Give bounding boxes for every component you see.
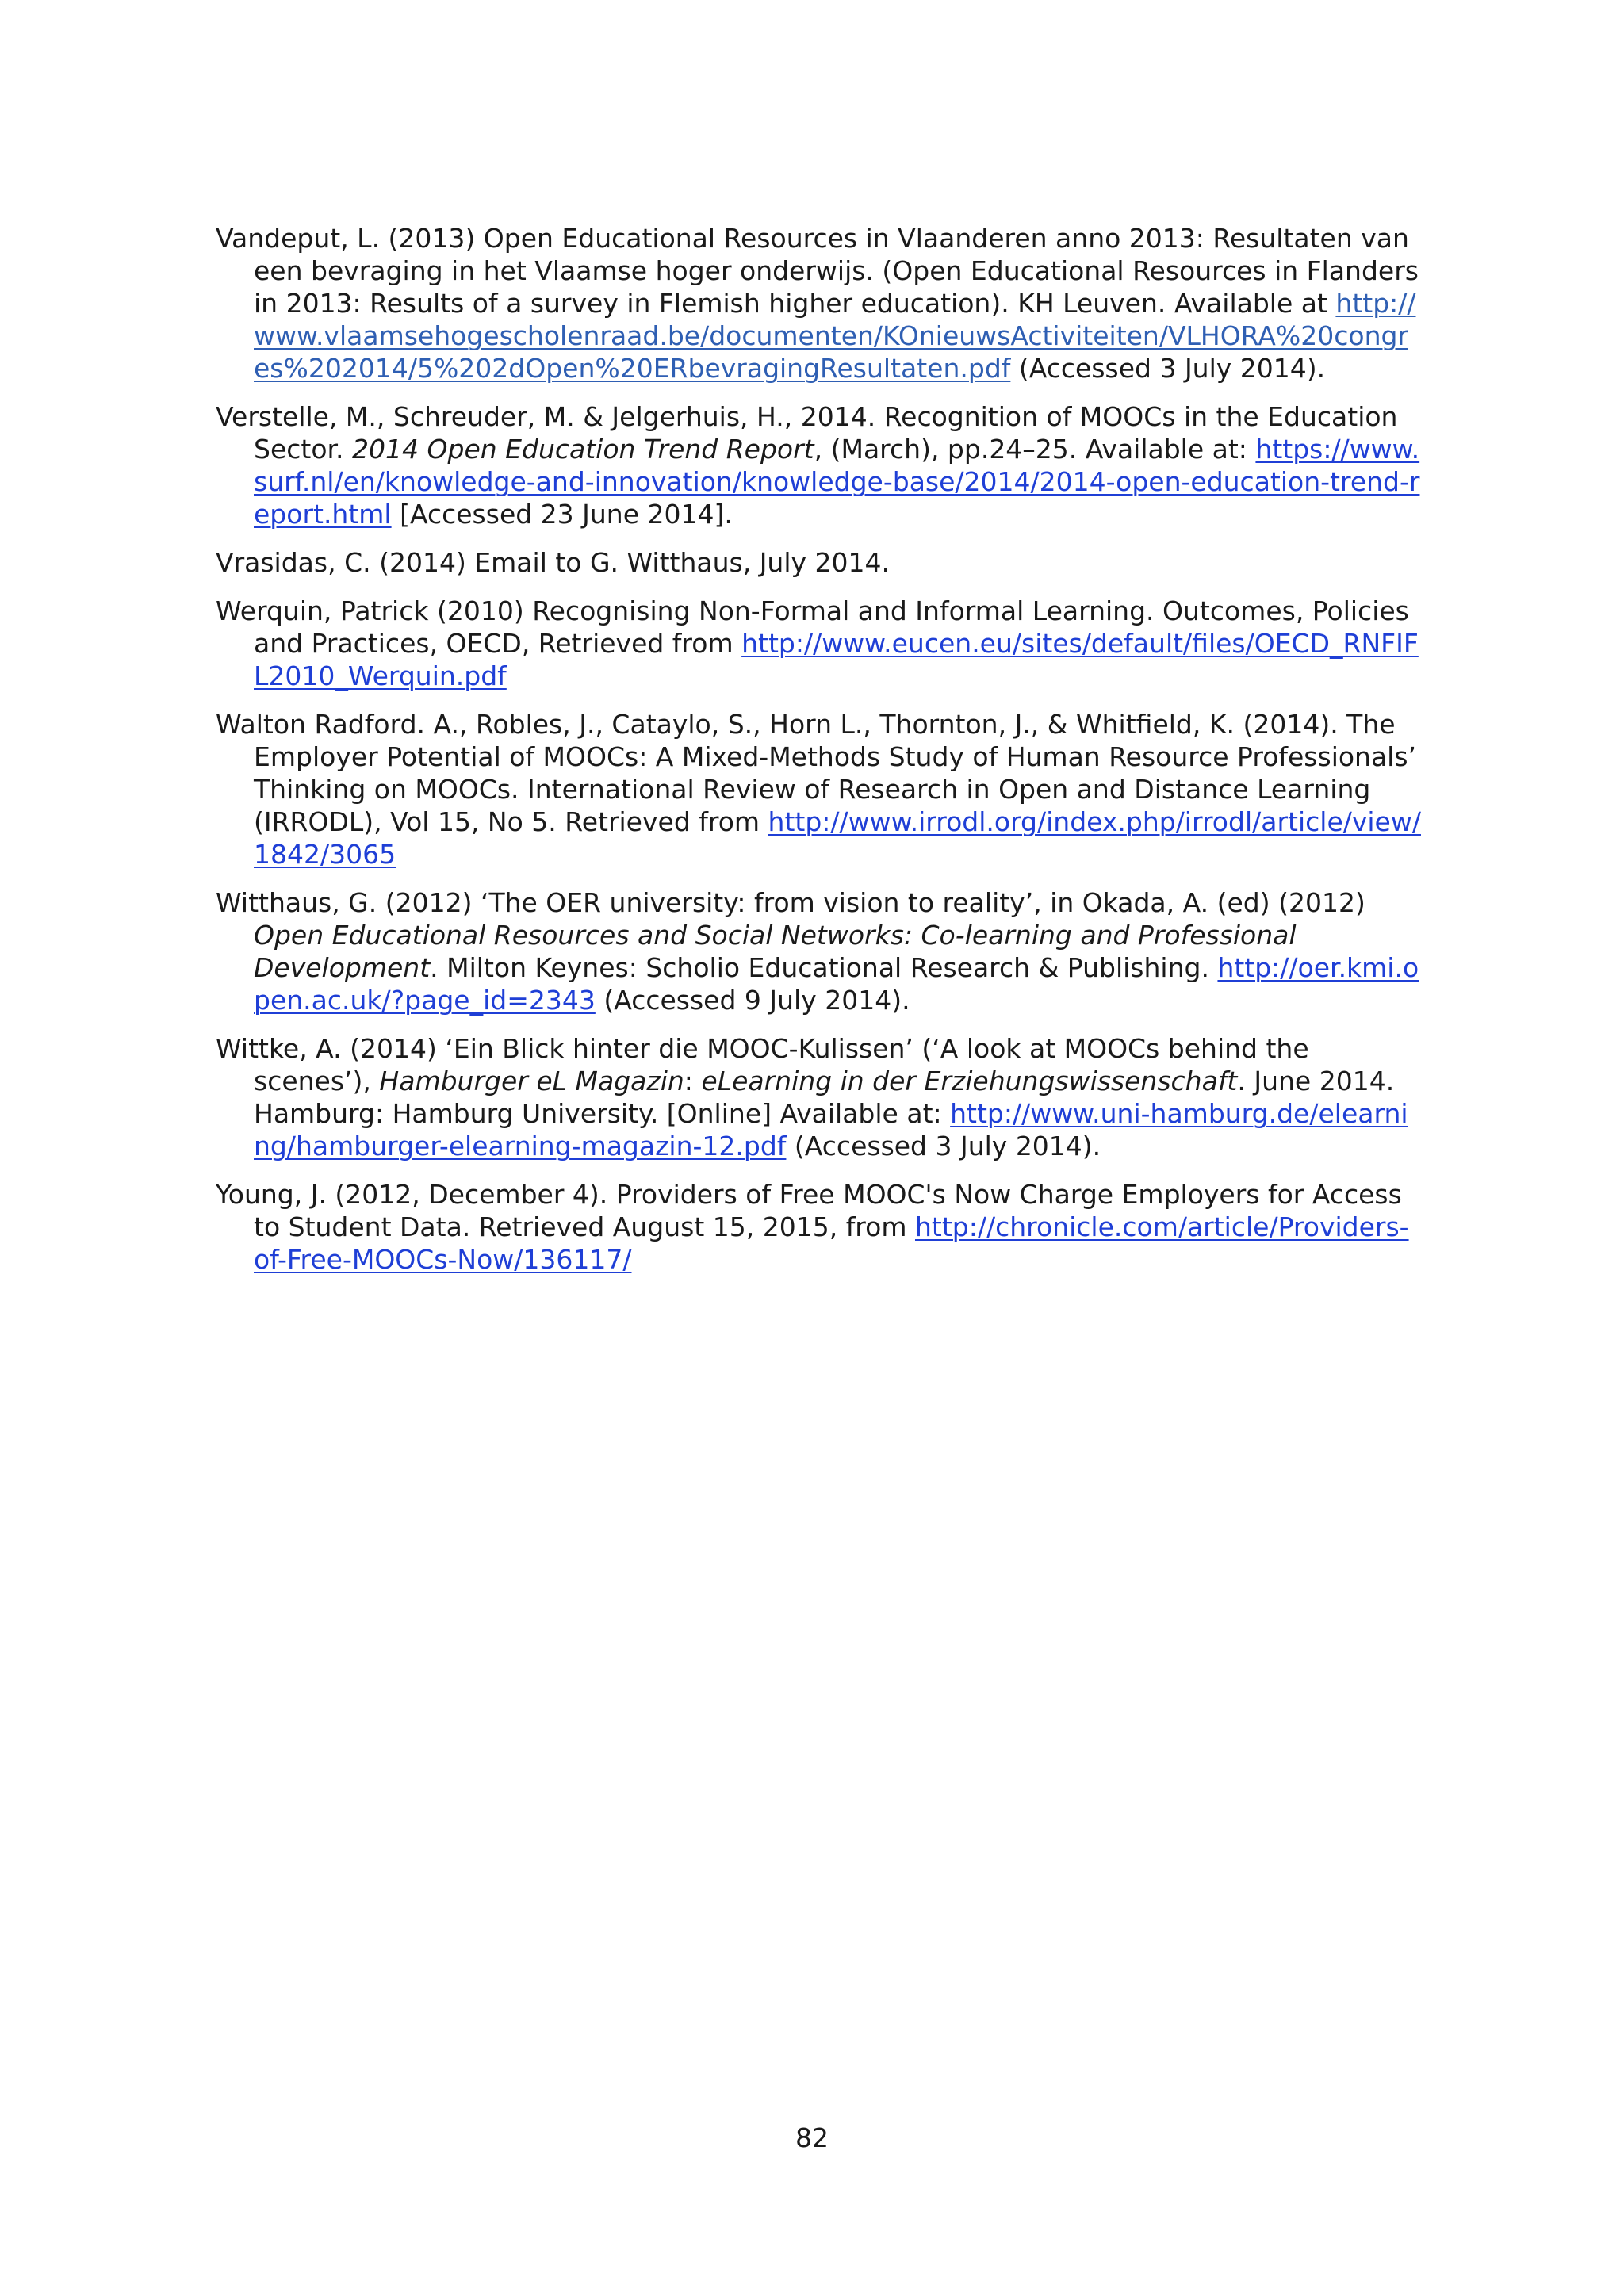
reference-text: : (684, 1066, 702, 1096)
reference-entry (216, 708, 1421, 871)
reference-text: (Accessed 3 July 2014). (1010, 353, 1326, 384)
reference-text: Wittke, A. (2014) ‘Ein Blick hinter die MOOC-Kulissen’ (‘A look at MOOCs behind the scenes’), (216, 1033, 1309, 1096)
reference-title-italic: 2014 Open Education Trend Report (352, 434, 814, 465)
reference-entry (216, 886, 1421, 1016)
reference-entry (216, 1178, 1421, 1276)
reference-list (216, 222, 1421, 1292)
reference-entry (216, 222, 1421, 385)
reference-link[interactable]: https://www.surf.nl/en/knowledge-and-innovation/knowledge-base/2014/2014-open-education-trend-report.html (254, 434, 1420, 530)
reference-text: Young, J. (2012, December 4). Providers of Free MOOC's Now Charge Employers for Access to Student Data. Retrieved August 15, 2015, from (216, 1179, 1402, 1242)
reference-title-italic: Hamburger eL Magazin (379, 1066, 684, 1096)
reference-text: . June 2014. Hamburg: Hamburg University. [Online] Available at: (254, 1066, 1395, 1129)
reference-text: Vandeput, L. (2013) Open Educational Resources in Vlaanderen anno 2013: Resultaten van een bevraging in het Vlaamse hoger onderwijs. (Open Educational Resources in Flanders in 2013: Results of a survey in Flemish higher education). KH Leuven. Available at (216, 223, 1419, 319)
reference-text: (Accessed 9 July 2014). (595, 985, 910, 1016)
reference-text: [Accessed 23 June 2014]. (391, 499, 733, 530)
reference-link[interactable]: http://www.eucen.eu/sites/default/files/OECD_RNFIFL2010_Werquin.pdf (254, 628, 1419, 691)
reference-link[interactable]: http://www.irrodl.org/index.php/irrodl/article/view/1842/3065 (254, 806, 1421, 870)
reference-entry (216, 546, 1421, 579)
reference-entry (216, 400, 1421, 530)
reference-text: Witthaus, G. (2012) ‘The OER university: from vision to reality’, in Okada, A. (ed) (2012) (216, 887, 1365, 918)
reference-entry (216, 595, 1421, 692)
reference-text: (Accessed 3 July 2014). (786, 1131, 1101, 1161)
reference-link[interactable]: http://oer.kmi.open.ac.uk/?page_id=2343 (254, 952, 1419, 1016)
reference-link[interactable]: http://www.vlaamsehogescholenraad.be/documenten/KOnieuwsActiviteiten/VLHORA%20congres%202014/5%202dOpen%20ERbevragingResultaten.pdf (254, 288, 1416, 384)
reference-link[interactable]: http://www.uni-hamburg.de/elearning/hamburger-elearning-magazin-12.pdf (254, 1098, 1408, 1161)
reference-entry (216, 1032, 1421, 1162)
reference-text: . Milton Keynes: Scholio Educational Research & Publishing. (430, 952, 1218, 983)
page-number: 82 (795, 2122, 829, 2153)
reference-title-italic: eLearning in der Erziehungswissenschaft (701, 1066, 1238, 1096)
reference-text: , (March), pp.24–25. Available at: (814, 434, 1256, 465)
reference-text: Walton Radford. A., Robles, J., Cataylo, S., Horn L., Thornton, J., & Whitfield, K. (2014). The Employer Potential of MOOCs: A Mixed-Methods Study of Human Resource Professionals’ Thinking on MOOCs. International Review of Research in Open and Distance Learning (IRRODL), Vol 15, No 5. Retrieved from (216, 709, 1417, 837)
reference-text: Verstelle, M., Schreuder, M. & Jelgerhuis, H., 2014. Recognition of MOOCs in the Education Sector. (216, 401, 1398, 465)
reference-link[interactable]: http://chronicle.com/article/Providers-of-Free-MOOCs-Now/136117/ (254, 1211, 1409, 1275)
reference-text: Werquin, Patrick (2010) Recognising Non-Formal and Informal Learning. Outcomes, Policies and Practices, OECD, Retrieved from (216, 595, 1409, 659)
reference-title-italic: Open Educational Resources and Social Networks: Co-learning and Professional Development (254, 920, 1297, 983)
reference-text: Vrasidas, C. (2014) Email to G. Witthaus, July 2014. (216, 547, 891, 578)
